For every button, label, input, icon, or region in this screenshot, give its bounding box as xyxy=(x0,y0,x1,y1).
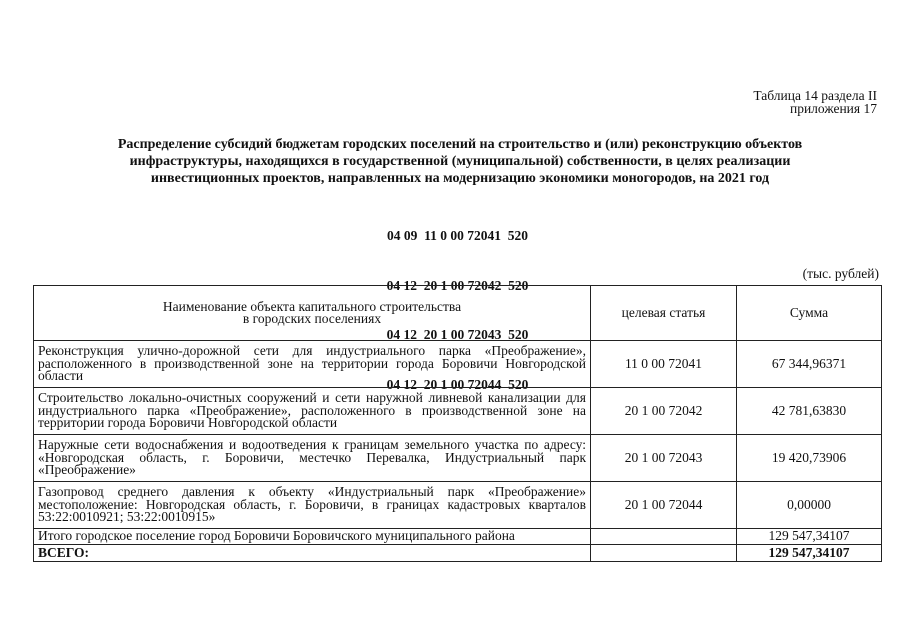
title-line-2: инфраструктуры, находящихся в государственной (муниципальной) собственности, в целях реализации xyxy=(129,154,791,169)
row-article: 11 0 00 72041 xyxy=(591,341,737,388)
reference-line-2: приложения 17 xyxy=(789,101,877,116)
total-article xyxy=(591,545,737,562)
reference-line-1: Таблица 14 раздела II xyxy=(753,88,877,103)
header-name: Наименование объекта капитального строительства в городских поселениях xyxy=(34,286,591,341)
budget-code: 04 09 11 0 00 72041 520 xyxy=(386,228,528,243)
table-reference xyxy=(753,89,877,115)
subtotal-article xyxy=(591,529,737,545)
title-line-1: Распределение субсидий бюджетам городских поселений на строительство и (или) реконструкцию объектов xyxy=(117,137,803,152)
row-name: Наружные сети водоснабжения и водоотведения к границам земельного участка по адресу: «Новгородская область, г. Боровичи, местечко Перевалка, Индустриальный парк «Преображение» xyxy=(34,435,591,482)
document-title xyxy=(60,136,860,187)
budget-code: 04 12 20 1 00 72043 520 xyxy=(386,327,529,342)
header-article: целевая статья xyxy=(591,286,737,341)
row-amount: 0,00000 xyxy=(737,482,882,529)
table-row xyxy=(34,341,882,388)
header-amount: Сумма xyxy=(737,286,882,341)
row-amount: 42 781,63830 xyxy=(737,388,882,435)
title-line-3: инвестиционных проектов, направленных на модернизацию экономики моногородов, на 2021 год xyxy=(150,171,770,186)
row-name: Реконструкция улично-дорожной сети для индустриального парка «Преображение», расположенного в производственной зоне на территории города Боровичи Новгородской области xyxy=(34,341,591,388)
row-article: 20 1 00 72044 xyxy=(591,482,737,529)
total-row xyxy=(34,545,882,562)
row-article: 20 1 00 72043 xyxy=(591,435,737,482)
total-name: ВСЕГО: xyxy=(34,545,591,562)
table-header-row xyxy=(34,286,882,341)
table-row xyxy=(34,388,882,435)
row-article: 20 1 00 72042 xyxy=(591,388,737,435)
table-row xyxy=(34,482,882,529)
subtotal-amount: 129 547,34107 xyxy=(737,529,882,545)
row-amount: 19 420,73906 xyxy=(737,435,882,482)
budget-code: 04 12 20 1 00 72042 520 xyxy=(386,277,529,293)
subsidy-table xyxy=(33,285,882,562)
budget-code: 04 12 20 1 00 72044 520 xyxy=(386,376,529,392)
subtotal-name: Итого городское поселение город Боровичи Боровичского муниципального района xyxy=(34,529,591,545)
row-name: Строительство локально-очистных сооружений и сети наружной ливневой канализации для индустриального парка «Преображение», расположенного в производственной зоне на территории города Боровичи Новгородской области xyxy=(34,388,591,435)
row-name: Газопровод среднего давления к объекту «Индустриальный парк «Преображение» местоположение: Новгородская область, г. Боровичи, в границах кадастровых кварталов 53:22:0010921; 53:22:0010915» xyxy=(34,482,591,529)
row-amount: 67 344,96371 xyxy=(737,341,882,388)
table-row xyxy=(34,435,882,482)
unit-label: (тыс. рублей) xyxy=(802,266,879,281)
subtotal-row xyxy=(34,529,882,545)
total-amount: 129 547,34107 xyxy=(737,545,882,562)
